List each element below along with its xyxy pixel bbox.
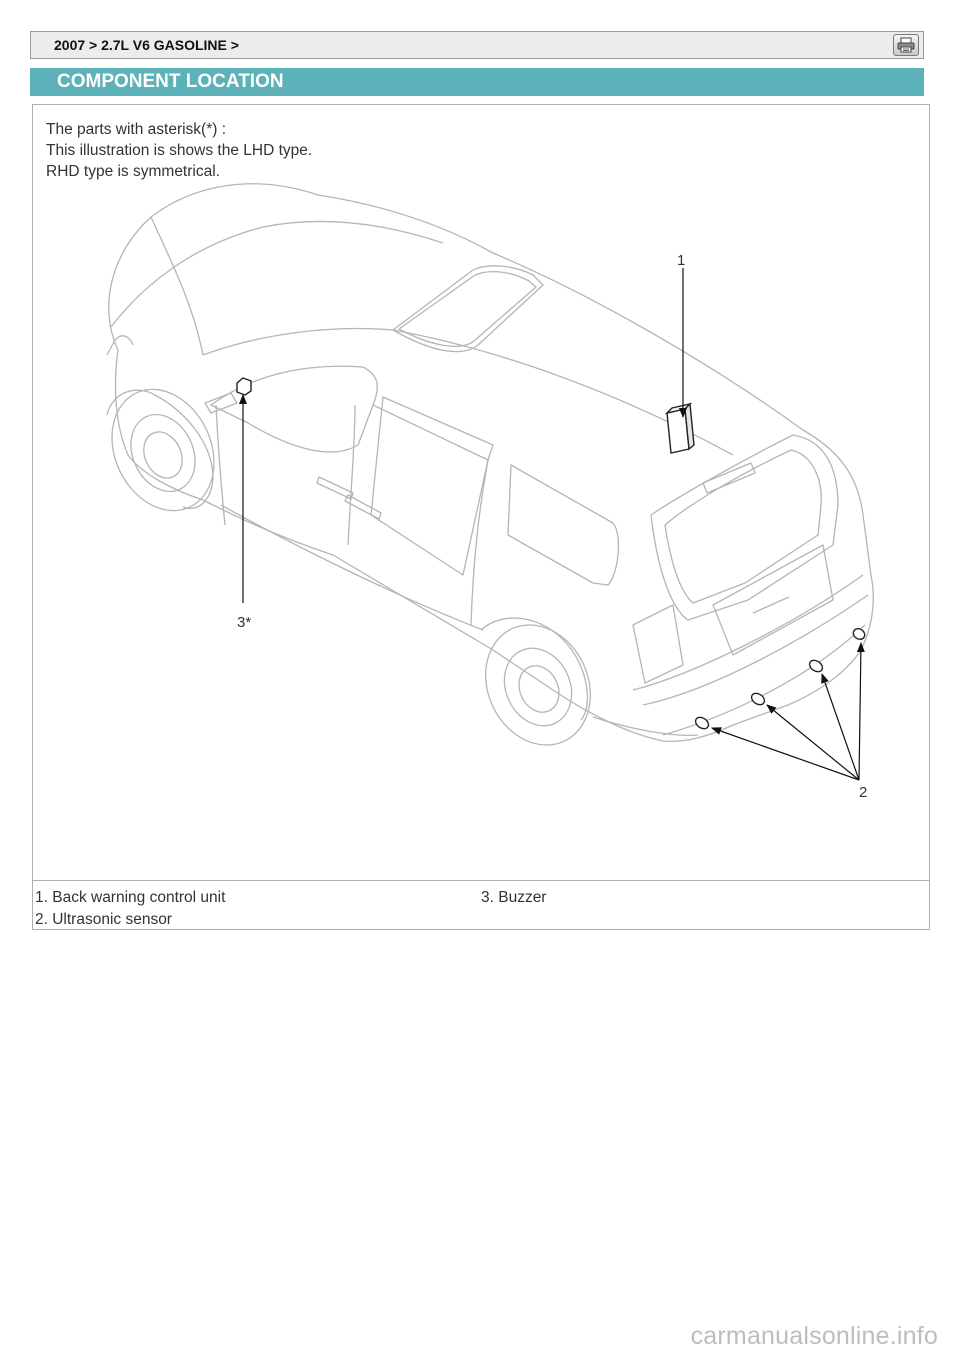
- buzzer: [237, 378, 251, 395]
- legend-item-1: 1. Back warning control unit: [35, 889, 226, 906]
- page-title: COMPONENT LOCATION: [57, 71, 284, 92]
- legend-item-2: 2. Ultrasonic sensor: [35, 911, 172, 928]
- note-line: The parts with asterisk(*) :: [46, 121, 227, 138]
- printer-icon: [897, 37, 915, 53]
- legend-item-3: 3. Buzzer: [481, 889, 547, 906]
- section-header: [30, 68, 924, 96]
- print-button[interactable]: [893, 34, 919, 56]
- vehicle-illustration: [33, 105, 929, 880]
- callout-1: 1: [677, 252, 686, 269]
- callout-2: 2: [859, 784, 868, 801]
- breadcrumb: 2007 > 2.7L V6 GASOLINE >: [54, 37, 239, 53]
- figure-box: [32, 104, 930, 930]
- breadcrumb-bar: [30, 31, 924, 59]
- notes: [46, 119, 312, 182]
- ultrasonic-sensor: [693, 715, 710, 731]
- legend: [33, 880, 929, 929]
- note-line: This illustration is shows the LHD type.: [46, 142, 313, 159]
- callout-3: 3*: [237, 614, 252, 631]
- ultrasonic-sensor: [851, 626, 867, 641]
- note-line: RHD type is symmetrical.: [46, 163, 220, 180]
- ultrasonic-sensor: [749, 691, 766, 707]
- watermark: carmanualsonline.info: [690, 1322, 938, 1350]
